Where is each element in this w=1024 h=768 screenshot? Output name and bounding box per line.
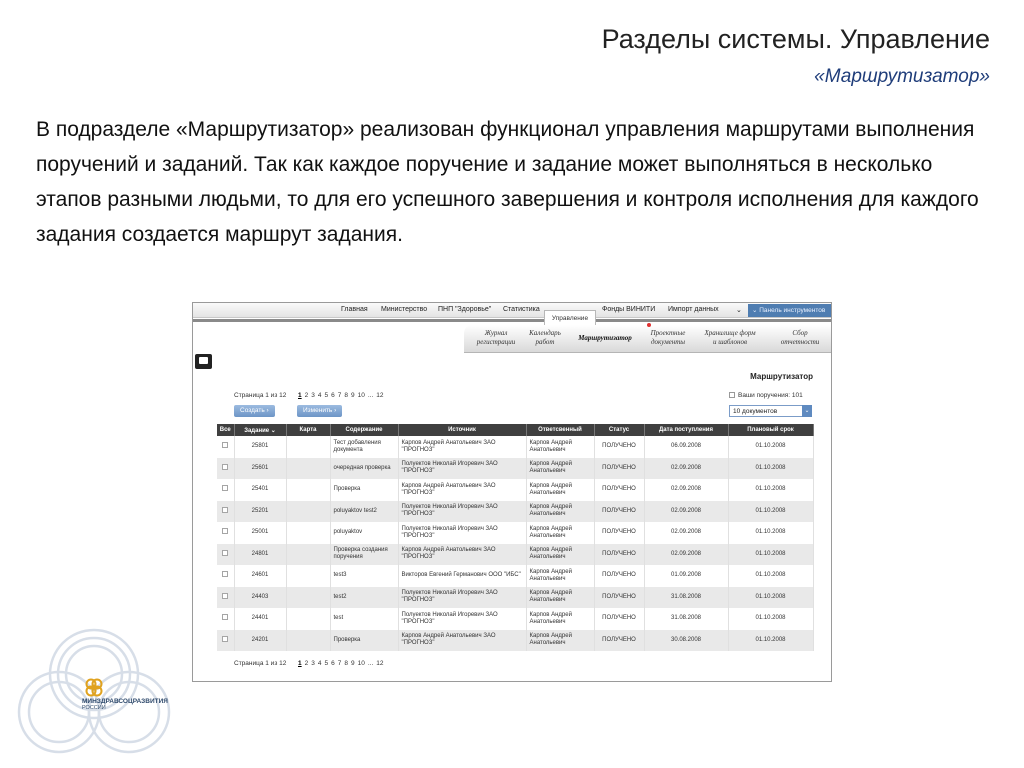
due-date-cell: 01.10.2008 [728, 436, 813, 458]
task-id-cell[interactable]: 24403 [234, 587, 286, 609]
task-id-cell[interactable]: 24601 [234, 565, 286, 587]
task-id-cell[interactable]: 25401 [234, 479, 286, 501]
map-cell [286, 565, 330, 587]
nav-statistics[interactable]: Статистика [503, 306, 540, 313]
status-cell: ПОЛУЧЕНО [594, 544, 644, 566]
nav-divider [193, 319, 831, 322]
content-cell: Проверка создания поручения [330, 544, 398, 566]
due-date-header: Плановый срок [728, 424, 813, 436]
status-cell: ПОЛУЧЕНО [594, 501, 644, 523]
top-navigation [193, 303, 831, 318]
status-cell: ПОЛУЧЕНО [594, 630, 644, 652]
owner-cell: Карпов Андрей Анатольевич [526, 522, 594, 544]
tool-panel-button[interactable]: ⌄ Панель инструментов [748, 304, 832, 317]
due-date-cell: 01.10.2008 [728, 544, 813, 566]
my-orders-filter[interactable] [729, 392, 803, 399]
page-link[interactable]: 10 [357, 392, 365, 399]
sub-item-line: отчетности [780, 338, 820, 346]
due-date-cell: 01.10.2008 [728, 587, 813, 609]
map-cell [286, 522, 330, 544]
table-row[interactable] [217, 587, 813, 609]
owner-cell: Карпов Андрей Анатольевич [526, 608, 594, 630]
row-checkbox[interactable] [222, 614, 228, 620]
my-orders-checkbox[interactable] [729, 392, 735, 398]
page-link: ... [367, 660, 374, 667]
map-cell [286, 630, 330, 652]
map-cell [286, 479, 330, 501]
row-select-cell [217, 587, 234, 609]
content-cell: Проверка [330, 479, 398, 501]
due-date-cell: 01.10.2008 [728, 501, 813, 523]
pager-label-bottom: Страница 1 из 12 [234, 660, 287, 667]
status-header: Статус [594, 424, 644, 436]
page-link[interactable]: 5 [324, 660, 329, 667]
received-date-cell: 02.09.2008 [644, 522, 728, 544]
page-size-select[interactable] [729, 405, 812, 417]
due-date-cell: 01.10.2008 [728, 565, 813, 587]
sub-item-router[interactable] [568, 334, 642, 343]
page-link[interactable]: 6 [331, 660, 335, 667]
row-checkbox[interactable] [222, 464, 228, 470]
status-cell: ПОЛУЧЕНО [594, 522, 644, 544]
page-link[interactable]: 4 [317, 660, 322, 667]
table-row[interactable] [217, 608, 813, 630]
row-checkbox[interactable] [222, 507, 228, 513]
pager-bottom [298, 660, 387, 667]
my-orders-label: Ваши поручения: 101 [738, 392, 803, 399]
status-cell: ПОЛУЧЕНО [594, 587, 644, 609]
page-link[interactable]: 5 [324, 392, 329, 399]
source-cell: Полуектов Николай Игоревич ЗАО "ПРОГНОЗ" [398, 587, 526, 609]
sub-item-line: документы [650, 338, 686, 346]
nav-data-import[interactable]: Импорт данных [668, 306, 719, 313]
chevron-down-icon[interactable]: ⌄ [736, 307, 742, 314]
content-cell: test3 [330, 565, 398, 587]
content-cell: test2 [330, 587, 398, 609]
tasks-table [217, 424, 814, 651]
sub-item-registration-journal[interactable] [470, 329, 522, 347]
page-link[interactable]: 9 [351, 660, 355, 667]
table-row[interactable] [217, 565, 813, 587]
map-cell [286, 501, 330, 523]
content-cell: очередная проверка [330, 458, 398, 480]
logo-name: МИНЗДРАВСОЦРАЗВИТИЯ [82, 698, 168, 705]
row-checkbox[interactable] [222, 442, 228, 448]
row-checkbox[interactable] [222, 593, 228, 599]
chevron-down-icon[interactable]: ⌄ [802, 405, 812, 417]
received-date-cell: 06.09.2008 [644, 436, 728, 458]
sub-item-line: Журнал [484, 329, 508, 337]
owner-cell: Карпов Андрей Анатольевич [526, 479, 594, 501]
sub-item-reporting[interactable] [769, 329, 831, 347]
row-select-cell [217, 479, 234, 501]
slide-body-text: В подразделе «Маршрутизатор» реализован функционал управления маршрутами выполнения поручений и заданий. Так как каждое поручение и задание может выполняться в несколько этапов разными людьми, то для его успешного завершения и контроля исполнения для каждого задания создается маршрут задания. [36, 118, 979, 246]
due-date-cell: 01.10.2008 [728, 458, 813, 480]
section-title: Маршрутизатор [750, 372, 813, 381]
row-select-cell [217, 522, 234, 544]
sub-item-line: Хранилище форм [704, 329, 756, 337]
source-cell: Полуектов Николай Игоревич ЗАО "ПРОГНОЗ" [398, 501, 526, 523]
owner-header: Ответсвенный [526, 424, 594, 436]
table-header-row [217, 424, 813, 436]
page-link[interactable]: 12 [376, 660, 384, 667]
sub-item-project-documents[interactable] [644, 329, 692, 347]
received-date-cell: 31.08.2008 [644, 587, 728, 609]
task-id-cell[interactable]: 25001 [234, 522, 286, 544]
task-id-cell[interactable]: 25201 [234, 501, 286, 523]
received-date-cell: 02.09.2008 [644, 458, 728, 480]
page-link[interactable]: 3 [311, 392, 315, 399]
source-cell: Полуектов Николай Игоревич ЗАО "ПРОГНОЗ" [398, 458, 526, 480]
status-cell: ПОЛУЧЕНО [594, 479, 644, 501]
content-cell: poluyaktov test2 [330, 501, 398, 523]
task-id-cell[interactable]: 25601 [234, 458, 286, 480]
sub-navigation [464, 325, 832, 353]
table-row[interactable] [217, 436, 813, 458]
received-date-cell: 02.09.2008 [644, 479, 728, 501]
page-link[interactable]: 7 [337, 660, 342, 667]
pager-label-top: Страница 1 из 12 [234, 392, 287, 399]
page-link[interactable]: 8 [344, 660, 348, 667]
edit-button[interactable]: Изменить › [297, 405, 342, 417]
row-select-cell [217, 608, 234, 630]
received-date-cell: 02.09.2008 [644, 501, 728, 523]
row-select-cell [217, 436, 234, 458]
source-cell: Карпов Андрей Анатольевич ЗАО "ПРОГНОЗ" [398, 479, 526, 501]
table-row[interactable] [217, 544, 813, 566]
page-link[interactable]: 6 [331, 392, 335, 399]
source-cell: Карпов Андрей Анатольевич ЗАО "ПРОГНОЗ" [398, 544, 526, 566]
received-date-cell: 31.08.2008 [644, 608, 728, 630]
page-link[interactable]: 10 [357, 660, 365, 667]
row-checkbox[interactable] [222, 528, 228, 534]
status-cell: ПОЛУЧЕНО [594, 436, 644, 458]
sub-item-forms-storage[interactable] [694, 329, 766, 347]
page-link[interactable]: 3 [311, 660, 315, 667]
row-select-cell [217, 501, 234, 523]
page-link[interactable]: 2 [304, 660, 309, 667]
logo-caption [82, 698, 168, 712]
map-cell [286, 544, 330, 566]
page-link[interactable]: 1 [298, 660, 302, 667]
due-date-cell: 01.10.2008 [728, 630, 813, 652]
pager-top [298, 392, 387, 399]
nav-viniti-funds[interactable]: Фонды ВИНИТИ [602, 306, 656, 313]
slide-title: Разделы системы. Управление [601, 24, 990, 54]
table-row[interactable] [217, 630, 813, 652]
due-date-cell: 01.10.2008 [728, 608, 813, 630]
received-date-cell: 01.09.2008 [644, 565, 728, 587]
sub-item-line: и шаблонов [712, 338, 748, 346]
source-cell: Полуектов Николай Игоревич ЗАО "ПРОГНОЗ" [398, 608, 526, 630]
received-date-header: Дата поступления [644, 424, 728, 436]
page-link[interactable]: 8 [344, 392, 348, 399]
owner-cell: Карпов Андрей Анатольевич [526, 458, 594, 480]
page-link[interactable]: 9 [351, 392, 355, 399]
sub-item-work-calendar[interactable] [524, 329, 566, 347]
owner-cell: Карпов Андрей Анатольевич [526, 587, 594, 609]
map-cell [286, 436, 330, 458]
create-button[interactable]: Создать › [234, 405, 275, 417]
row-select-cell [217, 565, 234, 587]
source-cell: Карпов Андрей Анатольевич ЗАО "ПРОГНОЗ" [398, 436, 526, 458]
row-checkbox[interactable] [222, 636, 228, 642]
table-row[interactable] [217, 522, 813, 544]
content-cell: Проверка [330, 630, 398, 652]
page-link[interactable]: 4 [317, 392, 322, 399]
received-date-cell: 02.09.2008 [644, 544, 728, 566]
page-link[interactable]: 1 [298, 392, 302, 399]
owner-cell: Карпов Андрей Анатольевич [526, 544, 594, 566]
content-cell: Тест добавления документа [330, 436, 398, 458]
status-cell: ПОЛУЧЕНО [594, 565, 644, 587]
ministry-logo [14, 612, 184, 757]
folder-icon[interactable] [195, 354, 212, 369]
map-cell [286, 458, 330, 480]
sub-item-line: Календарь [529, 329, 561, 337]
page-link: ... [367, 392, 374, 399]
source-cell: Полуектов Николай Игоревич ЗАО "ПРОГНОЗ" [398, 522, 526, 544]
task-id-cell[interactable]: 24801 [234, 544, 286, 566]
source-header: Источник [398, 424, 526, 436]
nav-home[interactable]: Главная [341, 306, 368, 313]
row-select-cell [217, 544, 234, 566]
map-header: Карта [286, 424, 330, 436]
nav-pnp-health[interactable]: ПНП "Здоровье" [438, 306, 492, 313]
sub-item-line: Сбор [792, 329, 808, 337]
received-date-cell: 30.08.2008 [644, 630, 728, 652]
map-cell [286, 608, 330, 630]
source-cell: Карпов Андрей Анатольевич ЗАО "ПРОГНОЗ" [398, 630, 526, 652]
map-cell [286, 587, 330, 609]
table-row[interactable] [217, 501, 813, 523]
task-id-cell[interactable]: 25801 [234, 436, 286, 458]
sub-item-line: Проектные [650, 329, 686, 337]
task-id-cell[interactable]: 24201 [234, 630, 286, 652]
tab-management[interactable]: Управление [544, 310, 596, 325]
content-header: Содержание [330, 424, 398, 436]
page-size-value: 10 документов [733, 408, 778, 415]
content-cell: test [330, 608, 398, 630]
logo-country: РОССИИ [82, 705, 106, 711]
owner-cell: Карпов Андрей Анатольевич [526, 565, 594, 587]
row-checkbox[interactable] [222, 485, 228, 491]
source-cell: Викторов Евгений Германович ООО "ИБС" [398, 565, 526, 587]
row-checkbox[interactable] [222, 550, 228, 556]
sub-item-line: регистрации [476, 338, 516, 346]
owner-cell: Карпов Андрей Анатольевич [526, 501, 594, 523]
slide-subtitle: «Маршрутизатор» [814, 66, 990, 87]
task-header[interactable]: Задание ⌄ [234, 424, 286, 436]
select-all-header[interactable]: Все [217, 424, 234, 436]
content-cell: poluyaktov [330, 522, 398, 544]
owner-cell: Карпов Андрей Анатольевич [526, 436, 594, 458]
row-select-cell [217, 630, 234, 652]
sub-item-line: работ [535, 338, 555, 346]
status-cell: ПОЛУЧЕНО [594, 458, 644, 480]
sub-item-line: Маршрутизатор [578, 334, 632, 342]
owner-cell: Карпов Андрей Анатольевич [526, 630, 594, 652]
router-screenshot [192, 302, 832, 682]
notification-dot-icon [647, 323, 651, 327]
due-date-cell: 01.10.2008 [728, 522, 813, 544]
due-date-cell: 01.10.2008 [728, 479, 813, 501]
page-link[interactable]: 2 [304, 392, 309, 399]
row-checkbox[interactable] [222, 571, 228, 577]
page-link[interactable]: 12 [376, 392, 384, 399]
task-id-cell[interactable]: 24401 [234, 608, 286, 630]
nav-ministry[interactable]: Министерство [381, 306, 428, 313]
status-cell: ПОЛУЧЕНО [594, 608, 644, 630]
table-row[interactable] [217, 479, 813, 501]
row-select-cell [217, 458, 234, 480]
page-link[interactable]: 7 [337, 392, 342, 399]
table-row[interactable] [217, 458, 813, 480]
